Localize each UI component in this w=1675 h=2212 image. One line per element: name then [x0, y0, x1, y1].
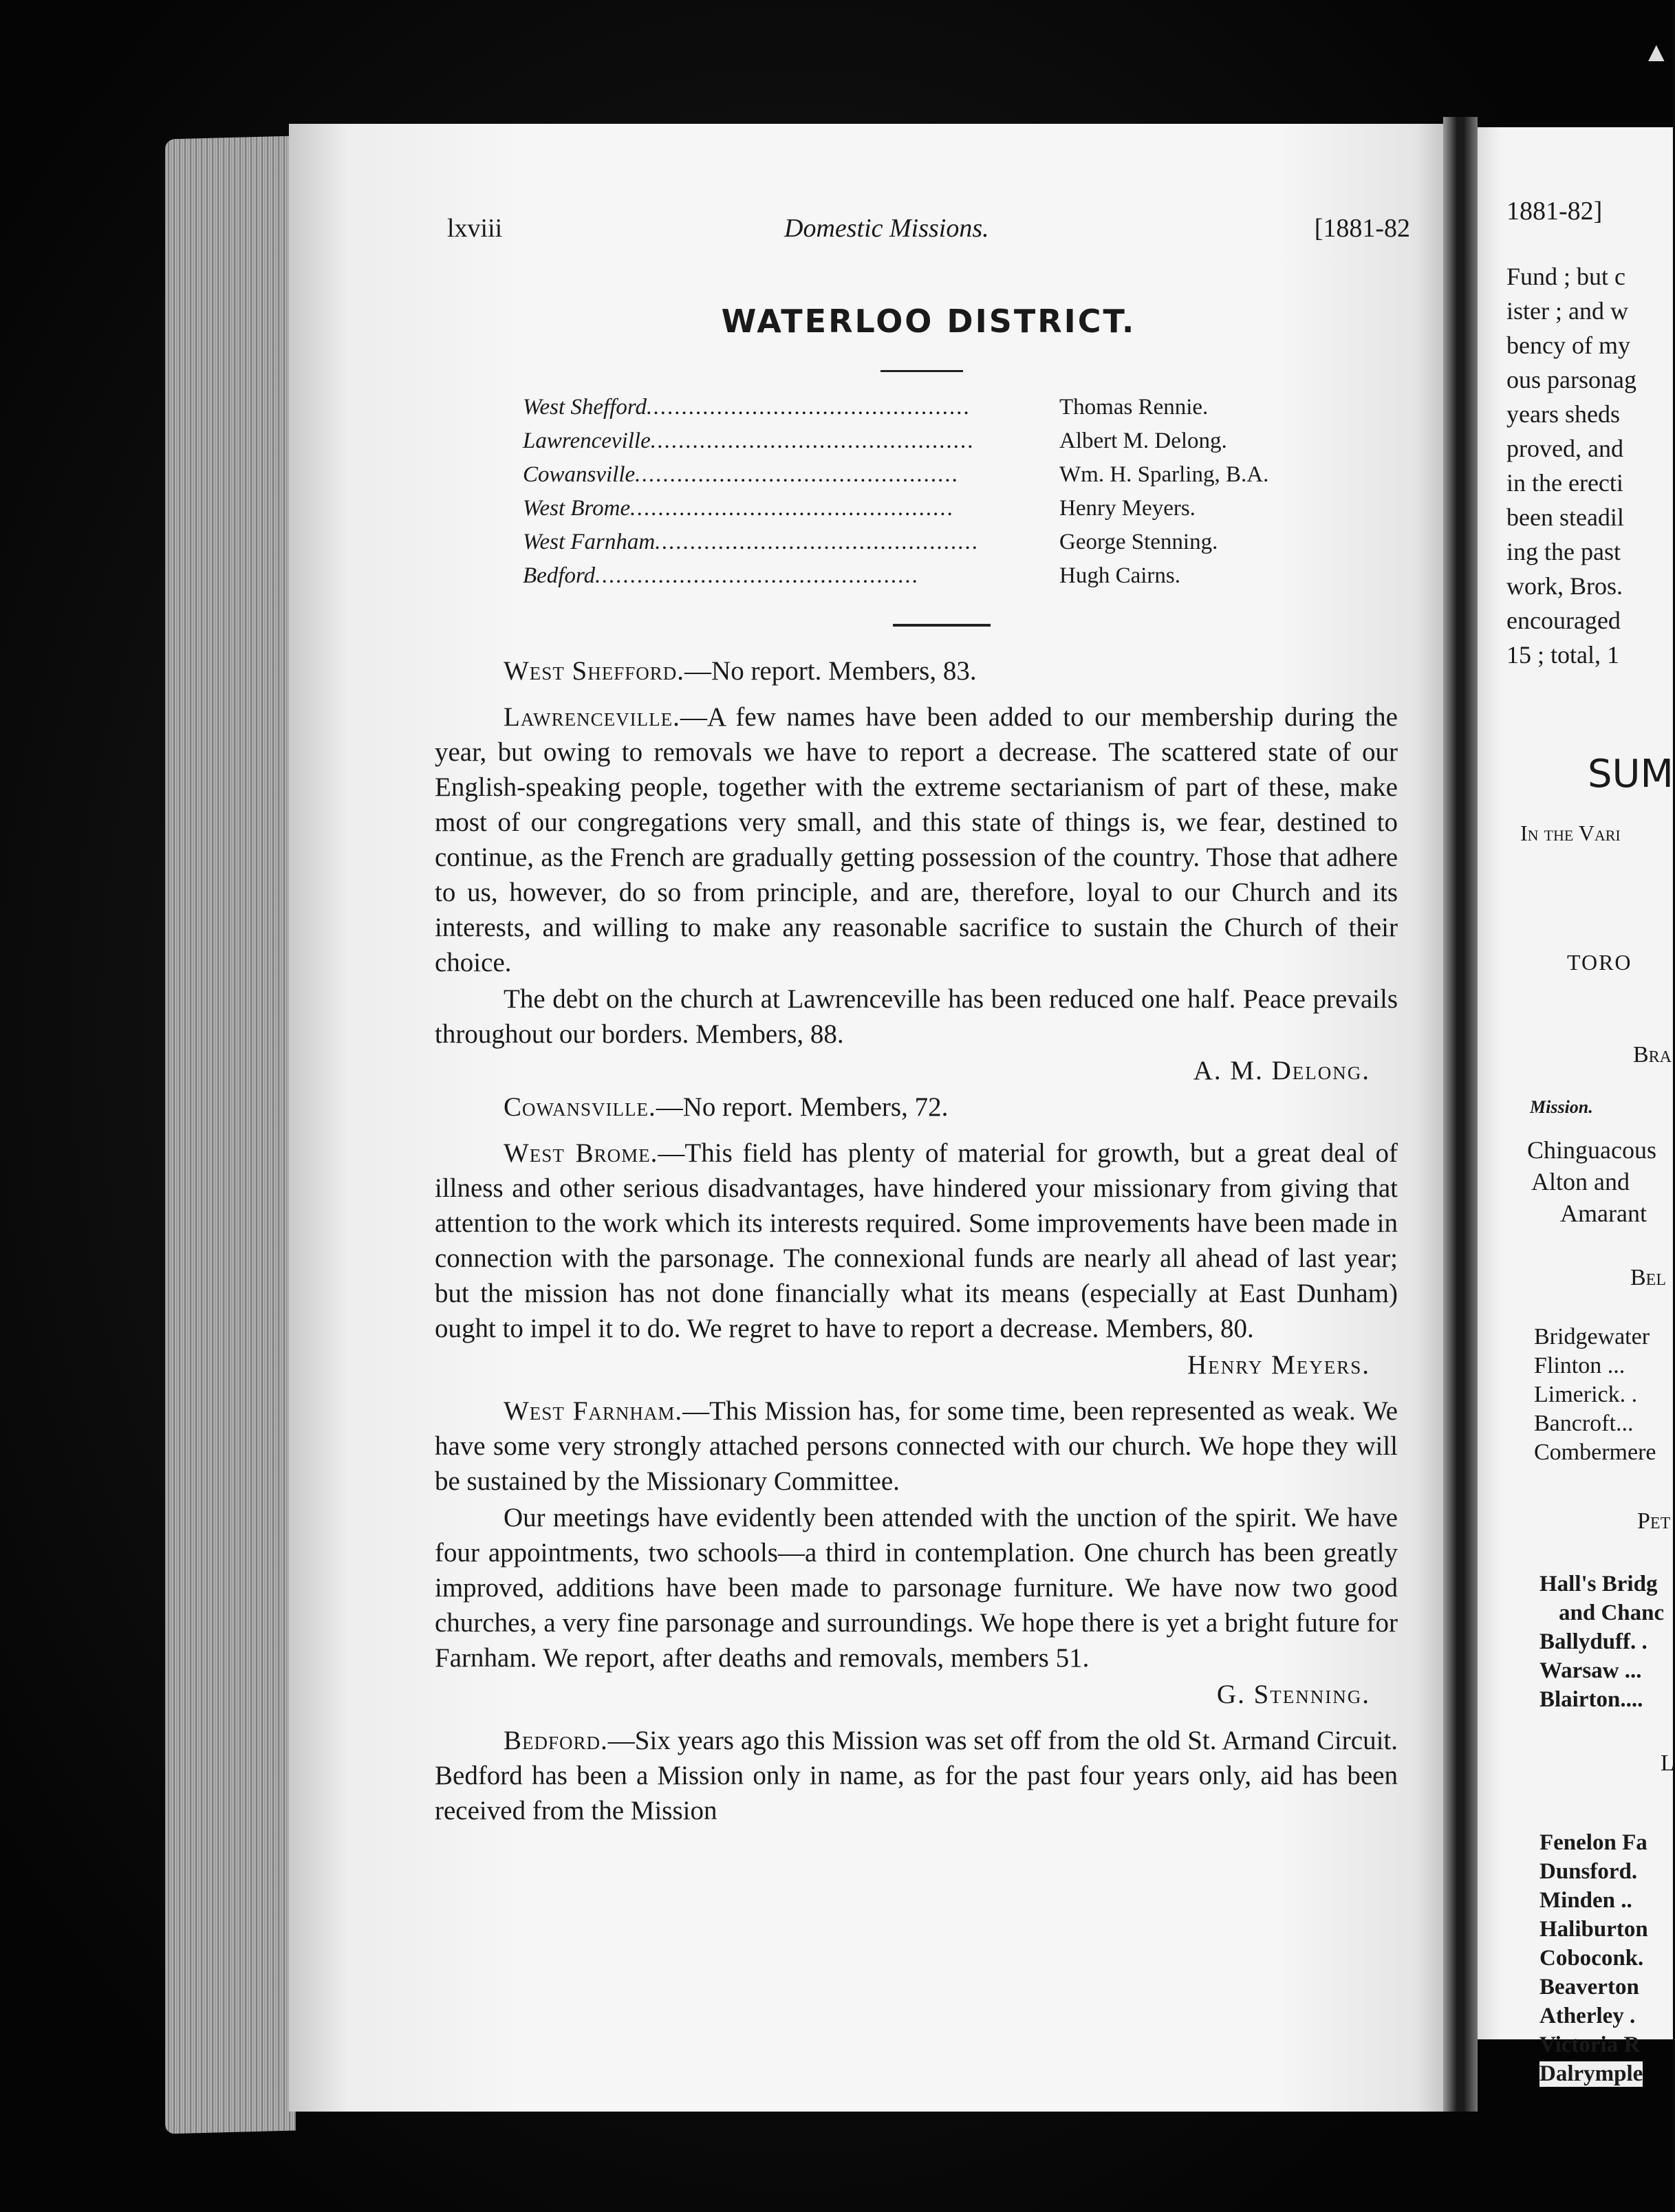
report-text: —Six years ago this Mission was set off from the old St. Armand Circuit. Bedford has been a Mission only in name, as for the past four years only, aid has been received from the Mission [435, 1726, 1398, 1825]
roster-minister: Albert M. Delong. [1059, 429, 1227, 453]
page-number: lxviii [447, 214, 503, 243]
roster-station: West Shefford [523, 395, 647, 420]
mission-name: and Chanc [1559, 1601, 1665, 1625]
report-lawrenceville [435, 700, 1398, 980]
mission-name: Combermere [1534, 1440, 1656, 1465]
continued-line: Fund ; but c [1506, 263, 1626, 290]
continued-line: work, Bros. [1506, 572, 1623, 600]
report-signature: G. Stenning. [1216, 1680, 1370, 1709]
report-heading: West Brome. [504, 1138, 658, 1168]
report-cowansville [435, 1089, 1398, 1125]
continued-line: ing the past [1506, 538, 1621, 565]
roster-station: West Brome [523, 496, 631, 521]
continued-line: ister ; and w [1506, 297, 1628, 325]
mission-name: Fenelon Fa [1539, 1830, 1647, 1855]
roster-station: Bedford [523, 563, 596, 588]
continued-line: years sheds [1506, 400, 1620, 428]
report-bedford [435, 1723, 1398, 1828]
mission-name: Bancroft... [1534, 1411, 1634, 1436]
roster-station: Cowansville [523, 462, 636, 487]
mission-name: Flinton ... [1534, 1353, 1625, 1378]
header-year: [1881-82 [1314, 214, 1410, 243]
mission-name: Limerick. . [1534, 1382, 1638, 1407]
report-west-shefford [435, 653, 1398, 688]
mission-name: Haliburton [1539, 1917, 1648, 1942]
report-heading: Cowansville. [504, 1092, 656, 1122]
roster-minister: Wm. H. Sparling, B.A. [1059, 462, 1269, 487]
mission-name: Hall's Bridg [1539, 1572, 1658, 1596]
mission-name: Minden .. [1539, 1888, 1632, 1913]
mission-name: Amarant [1560, 1200, 1647, 1227]
right-header-year: 1881-82] [1506, 197, 1603, 226]
mission-name: Coboconk. [1539, 1946, 1644, 1971]
right-page [1478, 127, 1673, 2039]
section-heading: L [1661, 1750, 1675, 1776]
roster-row: Lawrenceville.............................................. Albert M. Delong. [523, 424, 1383, 458]
running-title: Domestic Missions. [784, 214, 989, 243]
roster-minister: Thomas Rennie. [1059, 395, 1209, 420]
continued-line: encouraged [1506, 607, 1621, 634]
mission-name: Beaverton [1539, 1975, 1639, 1999]
continued-line: 15 ; total, 1 [1506, 641, 1619, 669]
station-roster [523, 391, 1383, 593]
report-heading: Lawrenceville. [504, 702, 680, 732]
mission-name: Bridgewater [1534, 1324, 1650, 1349]
section-heading: Bel [1630, 1265, 1666, 1290]
book-gutter [1443, 117, 1478, 2112]
district-title: WATERLOO DISTRICT. [721, 303, 1136, 340]
report-text: —This Mission has, for some time, been represented as weak. We have some very strongly attached persons connected with our church. We hope they will be sustained by the Missionary Committee. [435, 1396, 1398, 1496]
report-text: —No report. Members, 83. [684, 656, 977, 686]
continued-line: proved, and [1506, 435, 1623, 462]
running-header [447, 213, 1410, 254]
mission-name: Dalrymple [1539, 2061, 1643, 2086]
title-rule [880, 370, 963, 372]
report-heading: West Shefford. [504, 656, 685, 686]
roster-row: West Brome.............................................. Henry Meyers. [523, 492, 1383, 525]
mission-name: Dunsford. [1539, 1859, 1638, 1884]
report-heading: Bedford. [504, 1726, 608, 1755]
report-lawrenceville-para2: The debt on the church at Lawrenceville has been reduced one half. Peace prevails throughout our borders. Members, 88. [435, 984, 1398, 1049]
mission-name: Warsaw ... [1539, 1658, 1642, 1683]
roster-row: Cowansville.............................................. Wm. H. Sparling, B.A. [523, 458, 1383, 492]
report-text: —A few names have been added to our membership during the year, but owing to removals we have to report a decrease. The scattered state of our English-speaking people, together with the extreme sectarianism of part of these, make most of our congregations very small, and this state of things is, we fear, destined to continue, as the French are gradually getting possession of the country. Those that adhere to us, however, do so from principle, and are, therefore, loyal to our Church and its interests, and willing to make any reasonable sacrifice to sustain the Church of their choice. [435, 702, 1398, 977]
report-west-brome [435, 1136, 1398, 1346]
report-heading: West Farnham. [504, 1396, 683, 1426]
continued-line: in the erecti [1506, 469, 1623, 497]
summary-title: SUM [1588, 752, 1674, 796]
right-page-content [1478, 127, 1673, 2039]
roster-station: Lawrenceville [523, 429, 651, 453]
corner-mark: ▲ [1643, 36, 1670, 67]
roster-minister: Henry Meyers. [1059, 496, 1196, 521]
mission-name: Victoria R [1539, 2032, 1641, 2057]
roster-row: Bedford.............................................. Hugh Cairns. [523, 559, 1383, 593]
continued-line: bency of my [1506, 332, 1630, 359]
report-text: —This field has plenty of material for growth, but a great deal of illness and other serious disadvantages, have hindered your missionary from giving that attention to the work which its interests required. Some improvements have been made in connection with the parsonage. The connexional funds are nearly all ahead of last year; but the mission has not done financially what its means (especially at East Dunham) ought to impel it to do. We regret to have to report a decrease. Members, 80. [435, 1138, 1398, 1343]
mission-name: Blairton.... [1539, 1687, 1643, 1712]
report-body [435, 653, 1398, 1830]
book-page-edges [165, 136, 296, 2134]
district-heading: TORO [1567, 950, 1632, 975]
summary-subtitle: In the Vari [1520, 821, 1621, 845]
report-west-farnham-para2: Our meetings have evidently been attended with the unction of the spirit. We have four appointments, two schools—a third in contemplation. One church has been greatly improved, additions have been made to parsonage furniture. We have now two good churches, a very fine parsonage and surroundings. We hope there is yet a bright future for Farnham. We report, after deaths and removals, members 51. [435, 1503, 1398, 1673]
column-label: Mission. [1530, 1097, 1593, 1117]
continued-line: been steadil [1506, 503, 1624, 531]
continued-line: ous parsonag [1506, 366, 1636, 393]
section-heading: Bra [1633, 1042, 1672, 1067]
report-signature: A. M. Delong. [1193, 1056, 1370, 1085]
section-heading: Pet [1637, 1508, 1671, 1534]
mission-name: Ballyduff. . [1539, 1629, 1647, 1654]
report-text: —No report. Members, 72. [656, 1092, 949, 1122]
mission-name: Chinguacous [1527, 1136, 1656, 1164]
report-signature: Henry Meyers. [1187, 1350, 1370, 1380]
roster-minister: Hugh Cairns. [1059, 563, 1180, 588]
mission-name: Atherley . [1539, 2004, 1636, 2028]
report-west-farnham [435, 1394, 1398, 1499]
roster-minister: George Stenning. [1059, 530, 1218, 554]
section-rule [893, 624, 991, 627]
mission-name: Alton and [1531, 1168, 1630, 1195]
roster-row: West Shefford.............................................. Thomas Rennie. [523, 391, 1383, 424]
roster-station: West Farnham [523, 530, 656, 554]
roster-row: West Farnham.............................................. George Stenning. [523, 525, 1383, 559]
